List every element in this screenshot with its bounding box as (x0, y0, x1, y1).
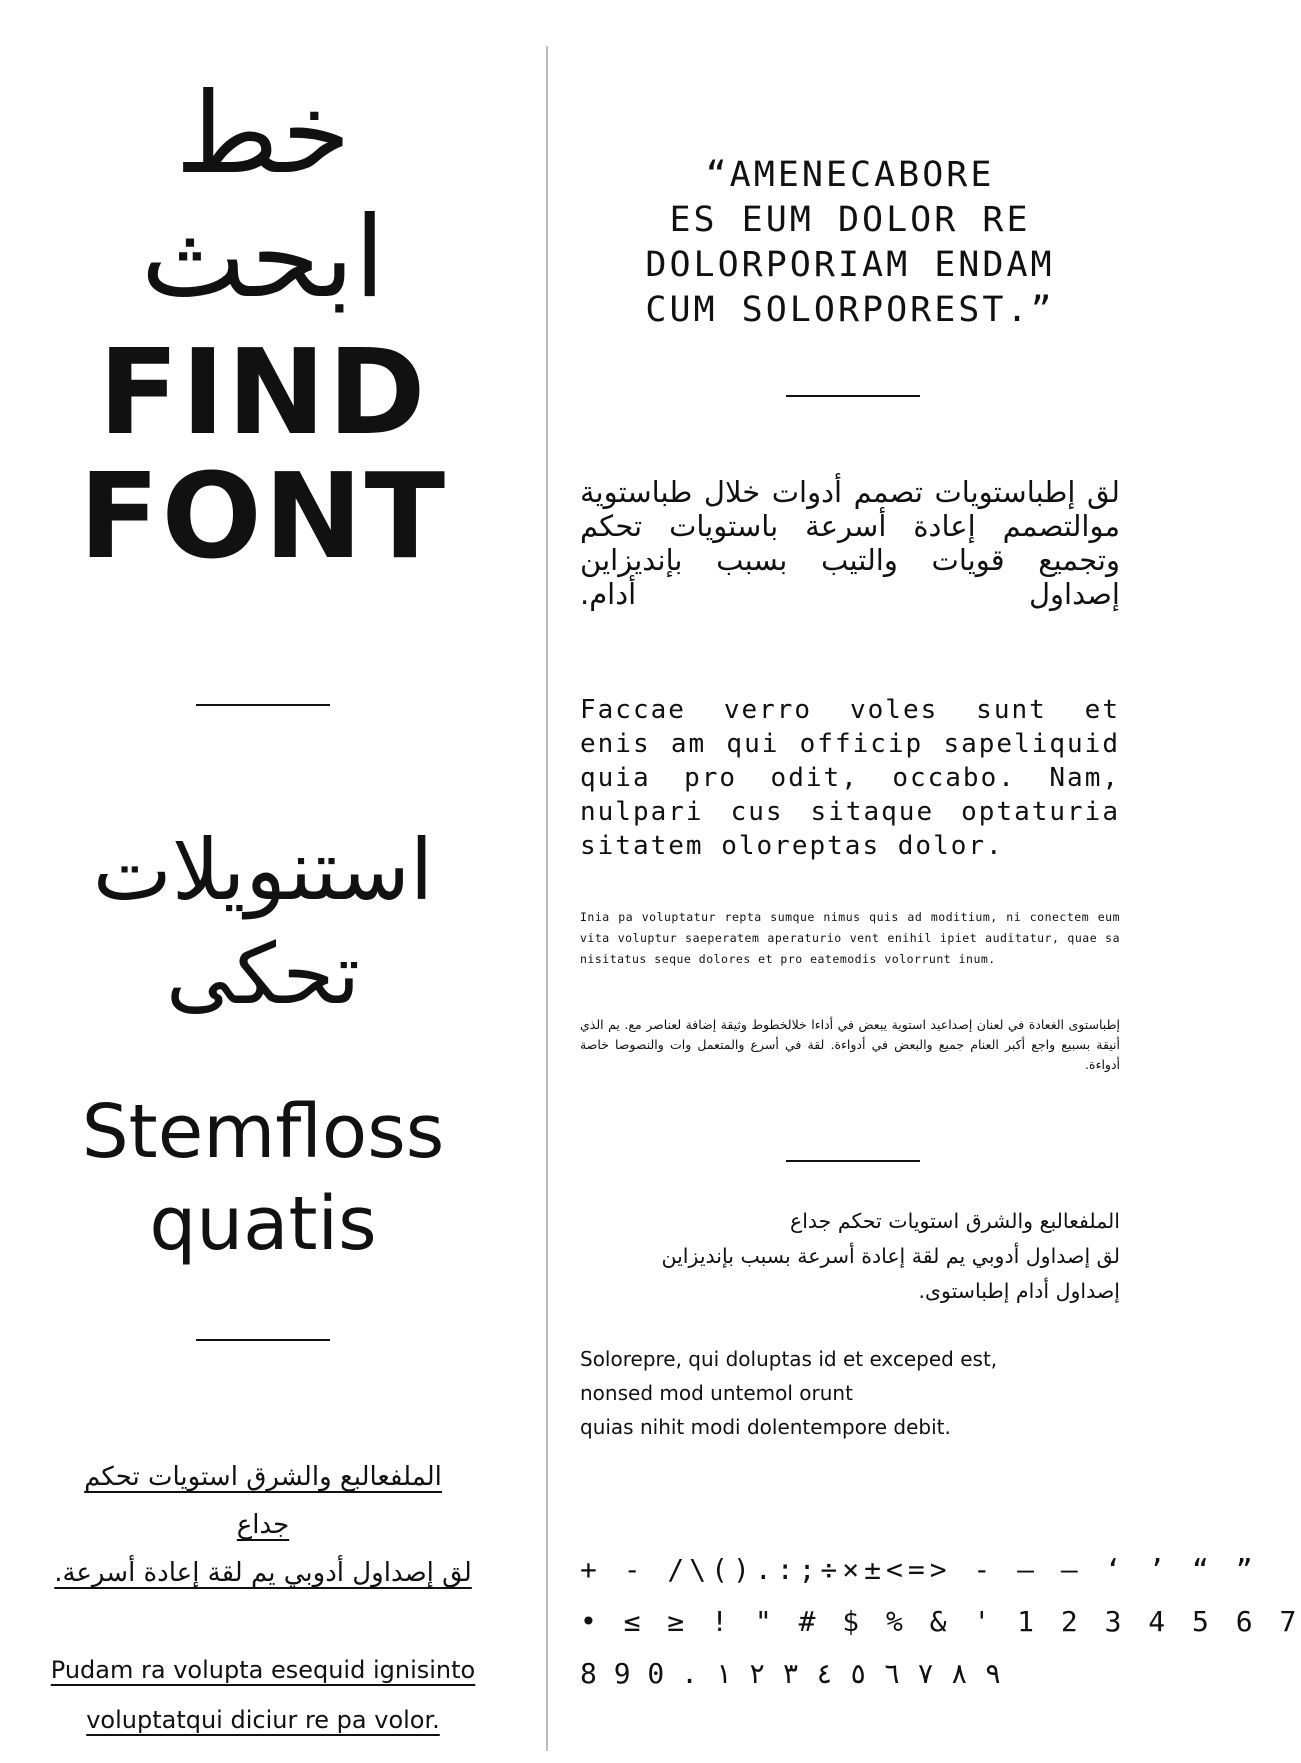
english-paragraph: Faccae verro voles sunt et enis am qui officip sapeliquid quia pro odit, occabo. Nam, nulpari cus sitaque optaturia sitatem oloreptas dolor. (580, 695, 1120, 861)
arabic-block-line-2: لق إصداول أدوبي يم لقة إعادة أسرعة بسبب بإنديزاين (661, 1244, 1120, 1268)
right-divider-1 (786, 395, 920, 397)
left-divider-2 (196, 1339, 330, 1341)
arabic-block-line-3: إصداول أدام إطباستوى. (918, 1279, 1120, 1303)
glyph-set (580, 1544, 1301, 1700)
arabic-title (0, 69, 526, 323)
arabic-title-line-1: خط (175, 69, 351, 199)
small-english-paragraph: Inia pa voluptatur repta sumque nimus quis ad moditium, ni conectem eum vita voluptur saeperatem aperaturio vent enihil ipiet auditatur, quae sa nisitatus seque dolores et pro eatemodis volorrunt inum. (580, 910, 1120, 966)
underlined-arabic-line-3: لق إصداول أدوبي يم لقة إعادة أسرعة. (54, 1558, 472, 1588)
arabic-sample-line-1: استنويلات (92, 821, 434, 919)
right-divider-2 (786, 1160, 920, 1162)
underlined-english-line-1: Pudam ra volupta esequid ignisinto (50, 1656, 476, 1684)
latin-sample-line-1: Stemfloss (81, 1089, 445, 1175)
arabic-sample (0, 818, 526, 1026)
english-block-line-3: quias nihit modi dolentempore debit. (580, 1415, 951, 1439)
glyph-row-1: + - /\().:;÷×±<=> - – — ‘ ’ “ ” (580, 1553, 1258, 1586)
english-title-line-2: FONT (78, 447, 448, 585)
left-divider-1 (196, 704, 330, 706)
underlined-arabic-line-1: الملفعالبع والشرق استويات تحكم (84, 1462, 442, 1492)
english-block (580, 1342, 1120, 1444)
pull-quote-line-1: “AMENECABORE (705, 155, 995, 195)
pull-quote-line-4: CUM SOLORPOREST.” (645, 290, 1055, 330)
arabic-paragraph: لق إطباستويات تصمم أدوات خلال طباستوية موالتصمم إعادة أسرعة باستويات تحكم وتجميع قويات والتيب بسبب بإنديزاين إصداول أدام. (580, 475, 1120, 611)
underlined-arabic-text (0, 1453, 526, 1597)
pull-quote-line-3: DOLORPORIAM ENDAM (645, 245, 1055, 285)
arabic-block-line-1: الملفعالبع والشرق استويات تحكم جداع (789, 1209, 1120, 1233)
arabic-sample-line-2: تحكى (165, 925, 360, 1023)
glyph-row-3: 8 9 0 . ٩ ٨ ٧ ٦ ٥ ٤ ٣ ٢ ١ (580, 1657, 1002, 1690)
column-divider (546, 46, 548, 1751)
underlined-english-line-2: voluptatqui diciur re pa volor. (86, 1706, 440, 1734)
pull-quote (580, 153, 1120, 333)
latin-sample-line-2: quatis (149, 1181, 377, 1267)
english-title-line-1: FIND (98, 323, 428, 461)
underlined-english-text (0, 1645, 526, 1745)
glyph-row-2: • ≤ ≥ ! " # $ % & ' 1 2 3 4 5 6 7 (580, 1605, 1301, 1638)
english-block-line-1: Solorepre, qui doluptas id et exceped est, (580, 1347, 998, 1371)
latin-sample (0, 1086, 526, 1270)
arabic-title-line-2: ابحث (140, 193, 386, 323)
pull-quote-line-2: ES EUM DOLOR RE (669, 200, 1031, 240)
english-block-line-2: nonsed mod untemol orunt (580, 1381, 853, 1405)
small-arabic-paragraph: إطباستوى الغعادة في لعنان إصداعيد استوية يبعض في أداءا خلالخطوط وثيقة إضافة لعناصر مع. يم الذي أنيقة بسبيع واجع أكبر العنام جميع والبعض في أدواءة. لقة في أسرع والمتعمل وات والنصوصا خاصة أدواءة. (580, 1017, 1120, 1072)
underlined-arabic-line-2: جداع (236, 1510, 290, 1540)
arabic-block (580, 1204, 1120, 1309)
english-title (0, 323, 526, 585)
